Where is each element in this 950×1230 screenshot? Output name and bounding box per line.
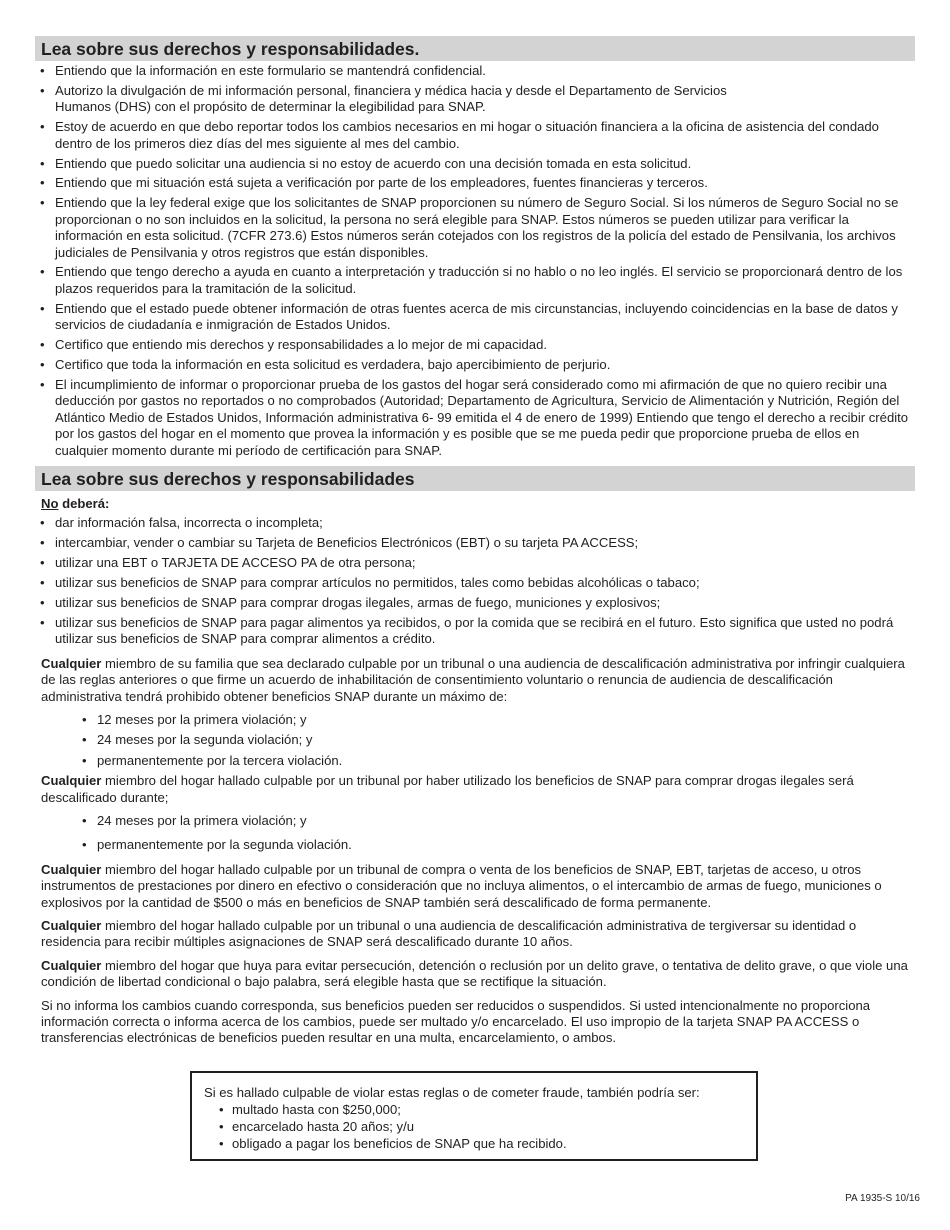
bold-lead: Cualquier — [41, 773, 102, 789]
form-id: PA 1935-S 10/16 — [845, 1193, 920, 1204]
list-item: • obligado a pagar los beneficios de SNAP que ha recibido. — [204, 1135, 744, 1152]
must-not-heading — [41, 496, 915, 512]
warning-list — [204, 1101, 744, 1152]
penalty-paragraph-1 — [41, 656, 915, 705]
list-item: • encarcelado hasta 20 años; y/u — [204, 1118, 744, 1135]
bold-lead: Cualquier — [41, 917, 102, 933]
list-item: • utilizar sus beneficios de SNAP para comprar artículos no permitidos, tales como bebidas alcohólicas o tabaco; — [35, 575, 915, 591]
bold-lead: Cualquier — [41, 861, 102, 877]
changes-paragraph: Si no informa los cambios cuando corresponda, sus beneficios pueden ser reducidos o suspendidos. Si usted intencionalmente no proporciona información correcta o informa acerca de los cambios, puede ser multado y/o encarcelado. El uso impropio de la tarjeta SNAP PA ACCESS o transferencias electrónicas de beneficios pueden resultar en una multa, encarcelamiento, o ambos. — [41, 997, 871, 1046]
list-item: • Entiendo que mi situación está sujeta a verificación por parte de los empleadores, fuentes financieras y terceros. — [35, 175, 915, 191]
list-item: • utilizar sus beneficios de SNAP para comprar drogas ilegales, armas de fuego, municiones y explosivos; — [35, 595, 915, 611]
must-not-rest: deberá: — [58, 495, 110, 511]
penalty-paragraph-3 — [41, 862, 915, 911]
fraud-warning-box — [190, 1071, 758, 1161]
bold-lead: Cualquier — [41, 957, 102, 973]
penalty-paragraph-4 — [41, 918, 915, 951]
list-item: • Entiendo que la ley federal exige que los solicitantes de SNAP proporcionen su número de Seguro Social. Si los números de Seguro Social no se proporcionan o no son incluidos en la solicitud, la persona no será elegible para SNAP. Estos números se pueden utilizar para verificar la información en esta solicitud. (7CFR 273.6) Estos números serán cotejados con los registros de la policía del estado de Pensilvania, los archivos judiciales de Pensilvania y otros registros que están disponibles. — [35, 195, 915, 261]
list-item: • Autorizo la divulgación de mi información personal, financiera y médica hacia y desde el Departamento de Servicios Humanos (DHS) con el propósito de determinar la elegibilidad para SNAP. — [35, 83, 915, 116]
paragraph-text: miembro del hogar hallado culpable por un tribunal o una audiencia de descalificación administrativa de tergiversar su identidad o residencia para recibir múltiples asignaciones de SNAP será descalificado durante 10 años. — [41, 917, 857, 950]
penalty-paragraph-5 — [41, 958, 915, 991]
prohibitions-list — [35, 515, 915, 647]
paragraph-text: miembro de su familia que sea declarado culpable por un tribunal o una audiencia de descalificación administrativa por infringir cualquiera de las reglas anteriores o que firme un acuerdo de inhabilitación de consentimiento voluntario o renuncia de audiencia de descalificación administrativa tendrá prohibido obtener beneficios SNAP durante un máximo de: — [41, 655, 905, 704]
section-rights-header-2: Lea sobre sus derechos y responsabilidades — [35, 466, 915, 491]
document-body — [35, 36, 915, 1054]
list-item: • Entiendo que la información en este formulario se mantendrá confidencial. — [35, 63, 915, 79]
penalty-list-2 — [35, 813, 915, 854]
list-item: • 24 meses por la segunda violación; y — [35, 732, 915, 748]
list-item: • El incumplimiento de informar o proporcionar prueba de los gastos del hogar será considerado como mi afirmación de que no quiero recibir una deducción por gastos no reportados o no comprobados (Autoridad; Departamento de Agricultura, Servicio de Alimentación y Nutrición, Región del Atlántico Medio de Estados Unidos, Información administrativa 6- 99 emitida el 4 de enero de 1999) Entiendo que tengo el derecho a recibir crédito por los gastos del hogar en el momento que provea la información y es posible que se me pueda pedir que proporcione prueba de ellos en cualquier momento durante mi período de certificación para SNAP. — [35, 377, 915, 459]
list-item: • Estoy de acuerdo en que debo reportar todos los cambios necesarios en mi hogar o situación financiera a la oficina de asistencia del condado dentro de los primeros diez días del mes siguiente al mes del cambio. — [35, 119, 915, 152]
list-item: • 12 meses por la primera violación; y — [35, 712, 915, 728]
list-item: • 24 meses por la primera violación; y — [35, 813, 915, 829]
warning-intro: Si es hallado culpable de violar estas reglas o de cometer fraude, también podría ser: — [204, 1085, 700, 1100]
list-item: • Entiendo que puedo solicitar una audiencia si no estoy de acuerdo con una decisión tomada en esta solicitud. — [35, 156, 915, 172]
list-item: • multado hasta con $250,000; — [204, 1101, 744, 1118]
rights-list — [35, 63, 915, 459]
penalty-list-1 — [35, 712, 915, 769]
list-item: • utilizar una EBT o TARJETA DE ACCESO PA de otra persona; — [35, 555, 915, 571]
penalty-paragraph-2 — [41, 773, 915, 806]
list-item: • permanentemente por la segunda violación. — [35, 837, 915, 853]
paragraph-text: miembro del hogar que huya para evitar persecución, detención o reclusión por un delito grave, o tentativa de delito grave, o que viole una condición de libertad condicional o bajo palabra, será elegible hasta que se rectifique la situación. — [41, 957, 908, 990]
section-rights-header-1: Lea sobre sus derechos y responsabilidades. — [35, 36, 915, 61]
bold-lead: Cualquier — [41, 655, 102, 671]
list-item: • Entiendo que el estado puede obtener información de otras fuentes acerca de mis circunstancias, incluyendo coincidencias en la base de datos y servicios de ciudadanía e inmigración de Estados Unidos. — [35, 301, 915, 334]
list-item: • permanentemente por la tercera violación. — [35, 753, 915, 769]
list-item: • Certifico que entiendo mis derechos y responsabilidades a lo mejor de mi capacidad. — [35, 337, 915, 353]
list-item: • utilizar sus beneficios de SNAP para pagar alimentos ya recibidos, o por la comida que se recibirá en el futuro. Esto significa que usted no podrá utilizar sus beneficios de SNAP para comprar alimentos a crédito. — [35, 615, 915, 648]
list-item: • intercambiar, vender o cambiar su Tarjeta de Beneficios Electrónicos (EBT) o su tarjeta PA ACCESS; — [35, 535, 915, 551]
paragraph-text: miembro del hogar hallado culpable por un tribunal de compra o venta de los beneficios de SNAP, EBT, tarjetas de acceso, u otros instrumentos de prestaciones por dinero en efectivo o consideración que no incluya alimentos, o el intercambio de armas de fuego, municiones o explosivos por la cantidad de $500 o más en beneficios de SNAP también será descalificado de forma permanente. — [41, 861, 882, 910]
paragraph-text: miembro del hogar hallado culpable por un tribunal por haber utilizado los beneficios de SNAP para comprar drogas ilegales será descalificado durante; — [41, 773, 854, 805]
no-word: No — [41, 495, 59, 511]
list-item: • dar información falsa, incorrecta o incompleta; — [35, 515, 915, 531]
list-item: • Entiendo que tengo derecho a ayuda en cuanto a interpretación y traducción si no hablo o no leo inglés. El servicio se proporcionará dentro de los plazos requeridos para la tramitación de la solicitud. — [35, 264, 915, 297]
list-item: • Certifico que toda la información en esta solicitud es verdadera, bajo apercibimiento de perjurio. — [35, 357, 915, 373]
